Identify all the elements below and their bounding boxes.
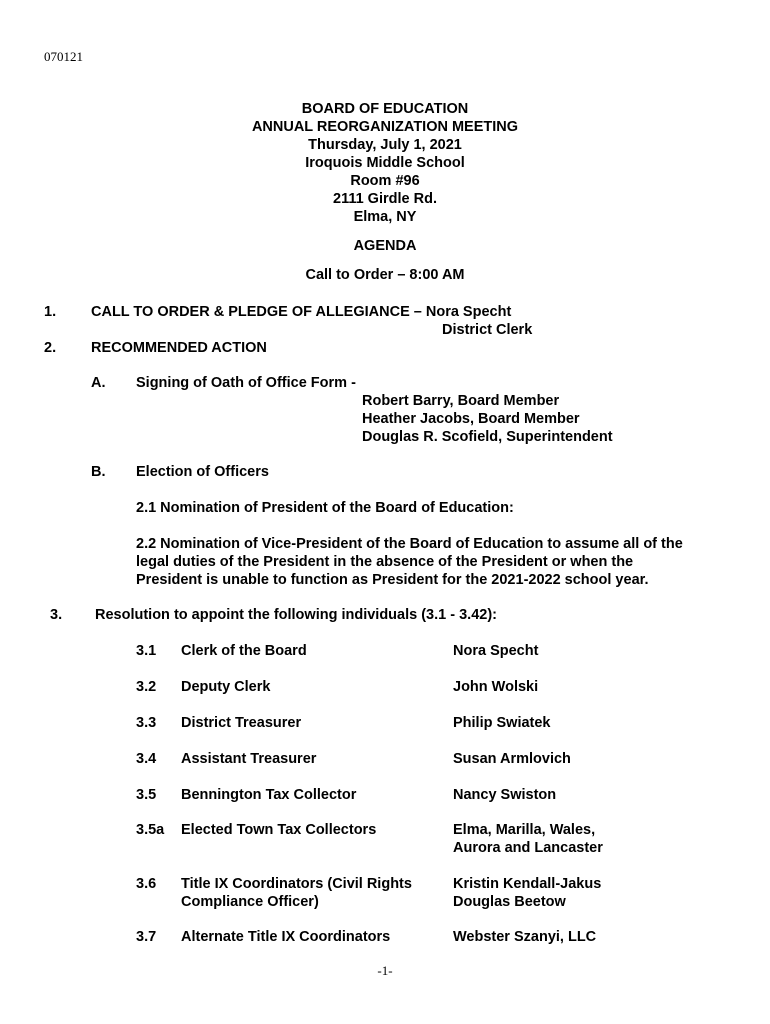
oath-name: Heather Jacobs, Board Member xyxy=(362,411,580,427)
header-address: 2111 Girdle Rd. xyxy=(333,191,437,207)
nomination-vice-president-cont: President is unable to function as President for the 2021-2022 school year. xyxy=(136,572,649,588)
appointment-number: 3.2 xyxy=(136,679,157,695)
appointee-name: Susan Armlovich xyxy=(453,751,571,767)
appointee-name-cont: Douglas Beetow xyxy=(453,894,566,910)
appointee-name: Webster Szanyi, LLC xyxy=(453,929,597,945)
appointment-number: 3.3 xyxy=(136,715,157,731)
appointment-number: 3.1 xyxy=(136,643,157,659)
appointee-name: John Wolski xyxy=(453,679,539,695)
item-number: 1. xyxy=(44,304,57,320)
appointee-name: Nancy Swiston xyxy=(453,787,557,803)
appointment-role: Deputy Clerk xyxy=(181,679,271,695)
oath-name: Robert Barry, Board Member xyxy=(362,393,560,409)
appointee-name: Nora Specht xyxy=(453,643,539,659)
header-city: Elma, NY xyxy=(353,209,417,225)
sub-item-text: Election of Officers xyxy=(136,464,269,480)
item-subtext: District Clerk xyxy=(442,322,533,338)
header-meeting-title: ANNUAL REORGANIZATION MEETING xyxy=(251,119,519,135)
header-board: BOARD OF EDUCATION xyxy=(301,101,469,117)
document-id: 070121 xyxy=(44,49,83,64)
sub-item-text: Signing of Oath of Office Form - xyxy=(136,375,356,391)
appointment-role-cont: Compliance Officer) xyxy=(181,894,319,910)
nomination-president: 2.1 Nomination of President of the Board of Education: xyxy=(136,500,514,516)
appointment-role: Title IX Coordinators (Civil Rights xyxy=(181,876,412,892)
item-number: 3. xyxy=(50,607,63,623)
header-room: Room #96 xyxy=(350,173,420,189)
call-to-order-time: Call to Order – 8:00 AM xyxy=(305,267,465,283)
item-text: Resolution to appoint the following individuals (3.1 - 3.42): xyxy=(95,607,497,623)
nomination-vice-president-cont: legal duties of the President in the absence of the President or when the xyxy=(136,554,634,570)
appointment-role: Assistant Treasurer xyxy=(181,751,317,767)
appointment-number: 3.4 xyxy=(136,751,157,767)
appointment-role: Alternate Title IX Coordinators xyxy=(181,929,391,945)
appointment-role: Clerk of the Board xyxy=(181,643,307,659)
item-text: CALL TO ORDER & PLEDGE OF ALLEGIANCE – Nora Specht xyxy=(91,304,512,320)
appointment-number: 3.5 xyxy=(136,787,157,803)
appointee-name: Elma, Marilla, Wales, xyxy=(453,822,596,838)
appointment-number: 3.6 xyxy=(136,876,157,892)
appointment-role: Elected Town Tax Collectors xyxy=(181,822,377,838)
page-number: -1- xyxy=(377,963,393,978)
agenda-title: AGENDA xyxy=(353,238,417,254)
header-date: Thursday, July 1, 2021 xyxy=(308,137,462,153)
appointment-role: District Treasurer xyxy=(181,715,302,731)
nomination-vice-president: 2.2 Nomination of Vice-President of the Board of Education to assume all of the xyxy=(136,536,683,552)
header-school: Iroquois Middle School xyxy=(305,155,465,171)
oath-name: Douglas R. Scofield, Superintendent xyxy=(362,429,613,445)
item-number: 2. xyxy=(44,340,57,356)
item-text: RECOMMENDED ACTION xyxy=(91,340,267,356)
appointee-name: Kristin Kendall-Jakus xyxy=(453,876,602,892)
appointment-number: 3.5a xyxy=(136,822,165,838)
sub-item-letter: A. xyxy=(91,375,106,391)
appointment-role: Bennington Tax Collector xyxy=(181,787,357,803)
sub-item-letter: B. xyxy=(91,464,106,480)
appointee-name-cont: Aurora and Lancaster xyxy=(453,840,603,856)
appointment-number: 3.7 xyxy=(136,929,157,945)
appointee-name: Philip Swiatek xyxy=(453,715,551,731)
